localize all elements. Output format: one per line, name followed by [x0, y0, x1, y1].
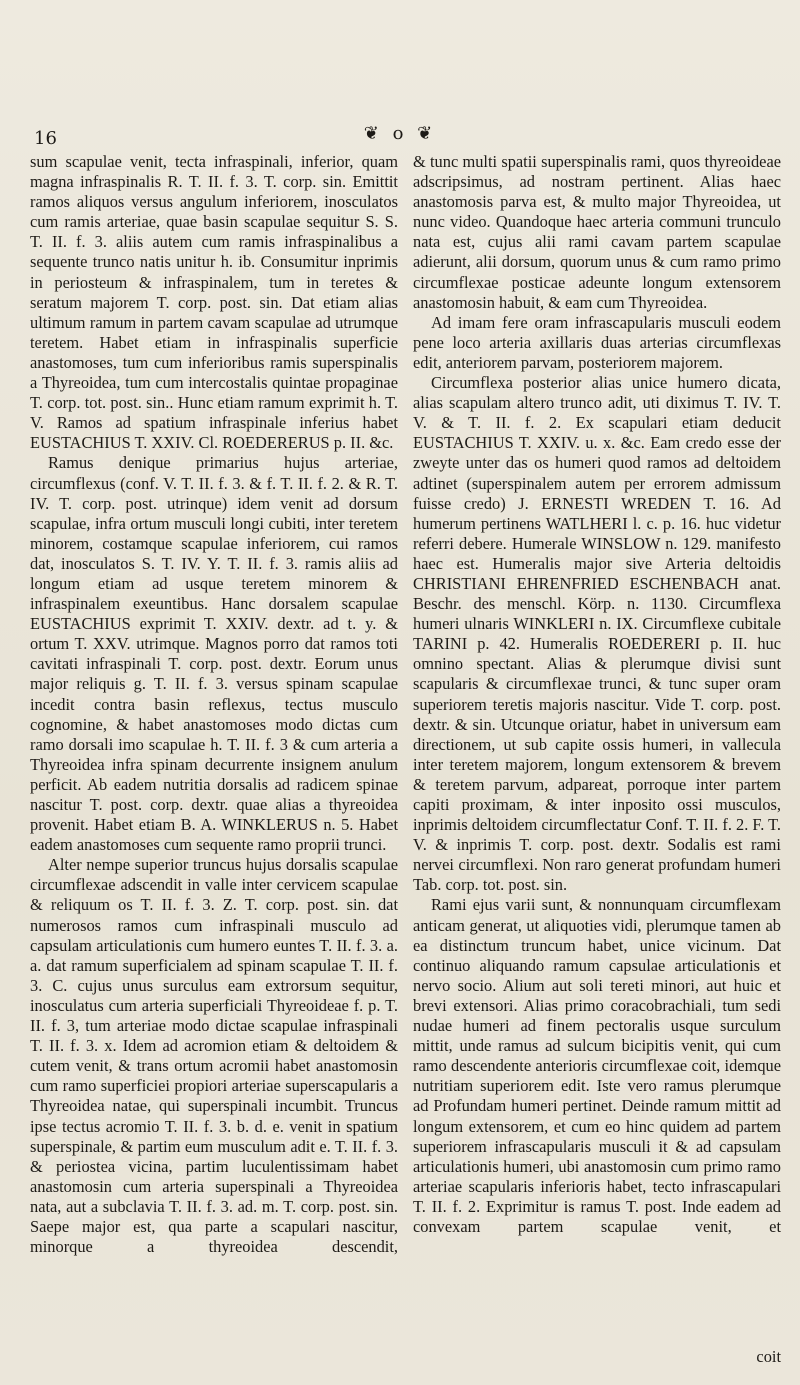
ornament-left-icon: ❦: [363, 122, 383, 144]
ornament-right-icon: ❦: [417, 122, 437, 144]
paragraph: Ad imam fere oram infrascapularis musculi eodem pene loco arteria axillaris duas arterias circumflexas edit, anteriorem parvam, posteriorem majorem.: [413, 312, 781, 372]
ornament-center-icon: o: [392, 122, 408, 144]
right-column: [413, 152, 781, 1237]
paragraph: Rami ejus varii sunt, & nonnunquam circumflexam anticam generat, ut aliquoties vidi, plerumque tamen ab ea distinctum truncum habet, unice vicinum. Dat continuo aliquando ramum capsulae articulationis et nervo socio. Alium aut soli tereti minori, aut huic et brevi extensori. Alias primo coracobrachiali, tum sedi nudae humeri ad finem pectoralis usque surculum mittit, unde ramus ad sulcum bicipitis venit, qui cum ramo descendente anterioris circumflexae coit, idemque nutritiam superiorem edit. Iste vero ramus plerumque ad Profundam humeri pertinet. Deinde ramum mittit ad longum extensorem, et cum eo hinc quidem ad partem superiorem infrascapularis musculi it & ad capsulam articulationis humeri, ubi anastomosin cum primo ramo arteriae scapularis inferioris habet, tecto infrascapulari T. II. f. 2. Exprimitur is ramus T. post. Inde eadem ad convexam partem scapulae venit, et: [413, 895, 781, 1236]
header-ornament: [30, 122, 770, 144]
paragraph: Alter nempe superior truncus hujus dorsalis scapulae circumflexae adscendit in valle inter cervicem scapulae & reliquum os T. II. f. 3. Z. T. corp. post. sin. dat numerosos ramos cum infraspinali musculo ad capsulam articulationis cum humero euntes T. II. f. 3. a. a. dat ramum superficialem ad spinam scapulae T. II. f. 3. C. cujus unus surculus eam extrorsum sequitur, inosculatus cum arteria superficiali Thyreoideae f. p. T. II. f. 3, tum arteriae modo dictae scapulae infraspinali T. II. f. 3. x. Idem ad acromion etiam & deltoidem & cutem venit, & trans ortum acromii habet anastomosin cum ramo superficiei propiori arteriae superscapularis a Thyreoidea natae, qui superspinali incumbit. Truncus ipse tectus acromio T. II. f. 3. b. d. e. venit in spatium superspinale, & partim eum musculum adit e. T. II. f. 3. & periostea vicina, partim luculentissimam habet anastomosin cum arteria superspinali a Thyreoidea nata, aut a subclavia T. II. f. 3. ad. m. T. corp. post. sin. Saepe major est, qua parte a scapulari nascitur, minorque a thyreoidea descendit,: [30, 855, 398, 1257]
paragraph: sum scapulae venit, tecta infraspinali, inferior, quam magna infraspinalis R. T. II. f. 3. T. corp. sin. Emittit ramos aliquos versus angulum inferiorem, inosculatos cum ramis arteriae, quae basin scapulae sequitur S. S. T. II. f. 3. aliis autem cum ramis infraspinalibus a sequente trunco natis unitur h. ib. Consumitur inprimis in periosteum & infraspinalem, tum in teretes & seratum majorem T. corp. post. sin. Dat etiam alias ultimum ramum in partem cavam scapulae ad utrumque teretem. Habet etiam in infraspinalis superficie anastomoses, tum cum inferioribus ramis superspinalis a Thyreoidea, tum cum intercostalis quintae propaginae T. corp. tot. post. sin.. Hunc etiam ramum exprimit h. T. V. Ramos ad spatium infraspinale inferius habet EUSTACHIUS T. XXIV. Cl. ROEDERERUS p. II. &c.: [30, 152, 398, 453]
paragraph: & tunc multi spatii superspinalis rami, quos thyreoideae adscripsimus, ad nostram pertinent. Alias haec anastomosis parva est, & multo major Thyreoidea, ut nunc video. Quandoque haec arteria communi trunculo nata est, cujus alii rami cavam partem scapulae adierunt, alii dorsum, quorum unus & cum ramo primo circumflexae posticae adeunte longum extensorem anastomosin habuit, & eam cum Thyreoidea.: [413, 152, 781, 312]
left-column: [30, 152, 398, 1257]
page-header: [30, 122, 770, 152]
catchword: coit: [756, 1347, 781, 1366]
paragraph: Ramus denique primarius hujus arteriae, circumflexus (conf. V. T. II. f. 3. & f. T. II. f. 2. & R. T. IV. T. corp. post. utrinque) idem venit ad dorsum scapulae, infra ortum musculi longi cubiti, inter teretem minorem, costamque scapulae inferiorem, cui ramos dat, inosculatos S. T. IV. Y. T. II. f. 3. ramis aliis ad longum etiam ad usque teretem minorem & infraspinalem exeuntibus. Hanc dorsalem scapulae EUSTACHIUS exprimit T. XXIV. dextr. ad t. y. & ortum T. XXV. utrimque. Magnos porro dat ramos toti cavitati infraspinali T. corp. post. dextr. Eorum unus major reliquis g. T. II. f. 3. versus spinam scapulae incedit contra basin reflexus, tectus musculo cognomine, & habet anastomoses modo dictas cum ramo dorsali imo scapulae h. T. II. f. 3 & cum arteria a Thyreoidea infra spinam decurrente insignem anulum perficit. Ab eadem nutritia dorsalis ad radicem spinae nascitur T. post. corp. dextr. quae alias a thyreoidea provenit. Habet etiam B. A. WINKLERUS n. 5. Habet eadem anastomoses cum sequente ramo proprii trunci.: [30, 453, 398, 855]
page-number: 16: [34, 128, 57, 149]
paragraph: Circumflexa posterior alias unice humero dicata, alias scapulam altero trunco adit, uti diximus T. IV. T. V. & T. II. f. 2. Ex scapulari etiam deducit EUSTACHIUS T. XXIV. u. x. &c. Eam credo esse der zweyte unter das os humeri quod ramos ad deltoidem adtinet (superspinalem autem per errorem admissum fuisse credo) J. ERNESTI WREDEN T. 16. Ad humerum pertinens WATLHERI l. c. p. 16. huc videtur referri debere. Humerale WINSLOW n. 129. manifesto haec est. Humeralis major sive Arteria deltoidis CHRISTIANI EHRENFRIED ESCHENBACH anat. Beschr. des menschl. Körp. n. 1130. Circumflexa humeri ulnaris WINKLERI n. IX. Circumflexe cubitale TARINI p. 42. Humeralis ROEDERERI p. II. huc omnino spectant. Alias & plerumque divisi sunt scapularis & circumflexae trunci, & tunc super oram superiorem teretis majoris nascitur. Vide T. corp. post. dextr. & sin. Utcunque oriatur, habet in universum eam directionem, ut sub capite ossis humeri, in vallecula inter teretem majorem, longum extensorem & brevem & teretem parvum, adpareat, porroque inter partem capiti proximam, & inter inposito ossi musculos, inprimis deltoidem circumflectatur Conf. T. II. f. 2. F. T. V. & inprimis T. corp. post. dextr. Sodalis est rami nervei circumflexi. Non raro generat profundam humeri Tab. corp. tot. post. sin.: [413, 373, 782, 895]
